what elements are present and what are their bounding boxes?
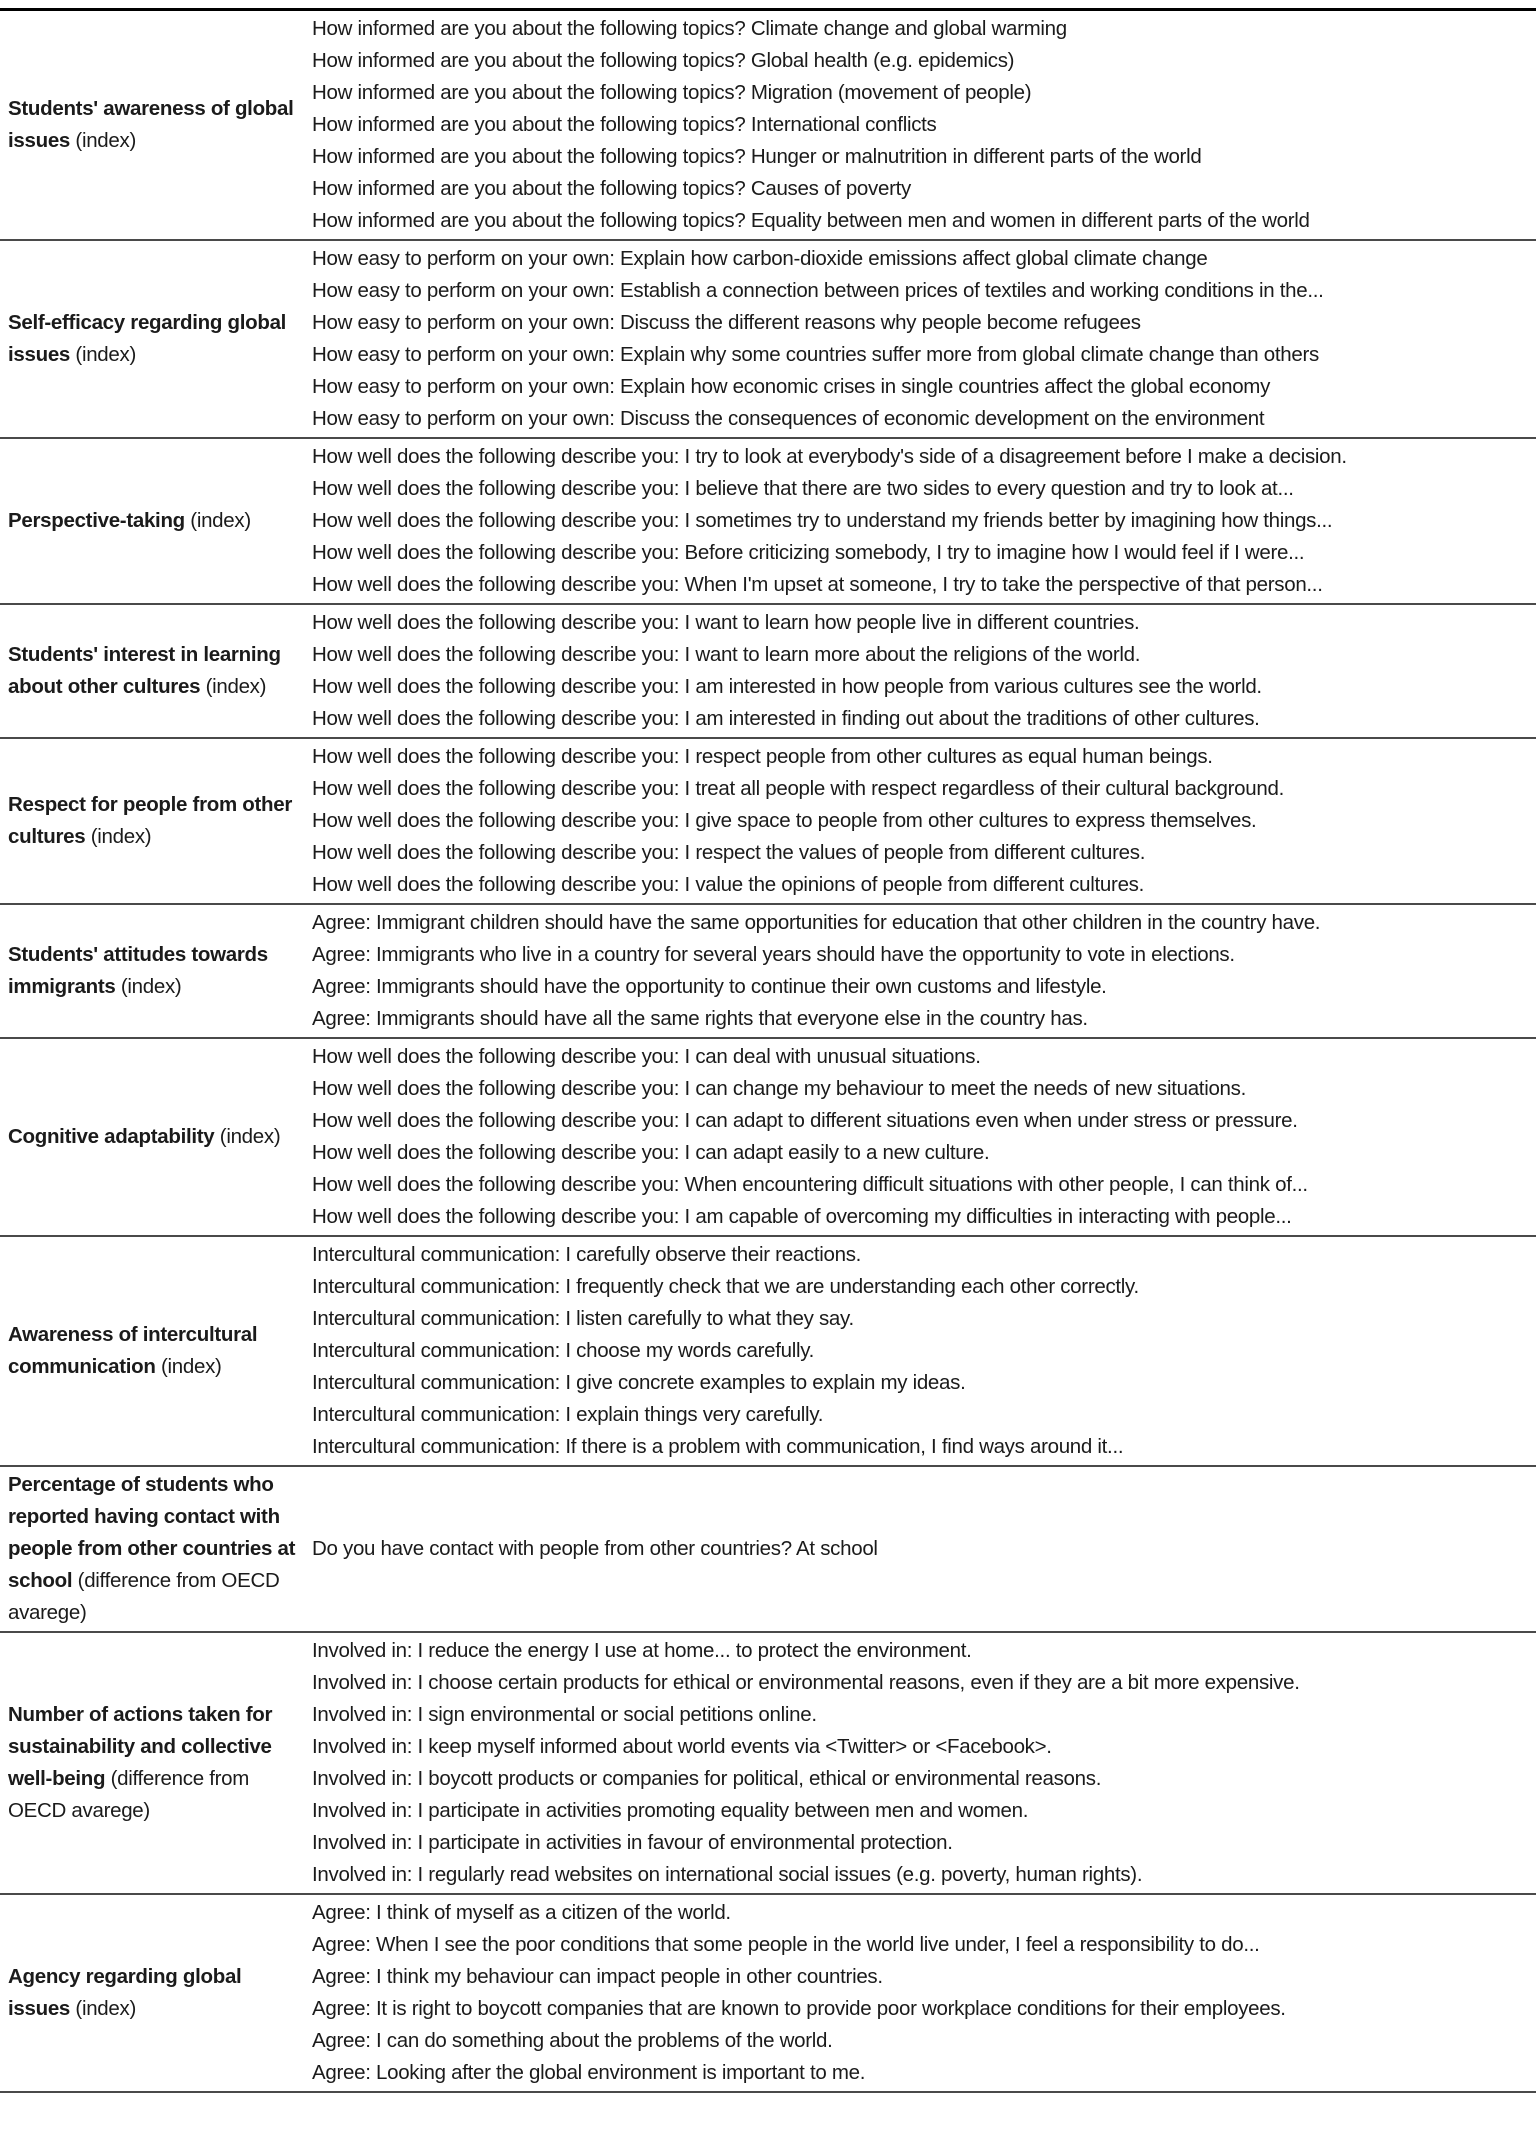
index-type-note: (index) [115, 975, 182, 998]
questionnaire-item: How informed are you about the following topics? International conflicts [312, 113, 937, 136]
index-name: Self-efficacy regarding global issues [8, 311, 287, 366]
index-name: Percentage of students who reported having contact with people from other countries at school [8, 1473, 296, 1592]
questionnaire-items-cell [312, 1633, 1536, 1893]
index-name: Agency regarding global issues [8, 1965, 242, 2020]
index-type-note: (index) [214, 1125, 281, 1148]
questionnaire-items-cell [312, 1237, 1536, 1465]
index-name: Cognitive adaptability [8, 1125, 215, 1148]
questionnaire-item: How well does the following describe you: When encountering difficult situations with other people, I can think of... [312, 1173, 1308, 1196]
questionnaire-items-cell [312, 1895, 1536, 2091]
index-items-table [0, 8, 1536, 2093]
table-row [0, 903, 1536, 1037]
questionnaire-item: How well does the following describe you: I value the opinions of people from different cultures. [312, 873, 1145, 896]
table-row [0, 11, 1536, 239]
index-label [8, 1961, 306, 2025]
questionnaire-item: Do you have contact with people from other countries? At school [312, 1537, 878, 1560]
questionnaire-item: Agree: I can do something about the problems of the world. [312, 2029, 833, 2052]
questionnaire-item: Agree: When I see the poor conditions that some people in the world live under, I feel a responsibility to do... [312, 1933, 1260, 1956]
table-row [0, 1235, 1536, 1465]
questionnaire-items-cell [312, 739, 1536, 903]
questionnaire-item: How easy to perform on your own: Discuss the consequences of economic development on the environment [312, 407, 1265, 430]
index-name: Perspective-taking [8, 509, 185, 532]
table-row [0, 239, 1536, 437]
questionnaire-item: How well does the following describe you: I sometimes try to understand my friends better by imagining how things... [312, 509, 1333, 532]
index-name: Respect for people from other cultures [8, 793, 293, 848]
table-row [0, 1631, 1536, 1893]
questionnaire-item: How informed are you about the following topics? Causes of poverty [312, 177, 911, 200]
index-type-note: (index) [70, 343, 136, 366]
index-label [8, 1699, 306, 1827]
questionnaire-item: Involved in: I boycott products or companies for political, ethical or environmental reasons. [312, 1767, 1102, 1790]
index-label [8, 1469, 306, 1629]
index-label-cell [0, 739, 312, 903]
questionnaire-items-cell [312, 439, 1536, 603]
index-type-note: (difference from OECD avarege) [8, 1767, 250, 1822]
questionnaire-item: How well does the following describe you: I give space to people from other cultures to express themselves. [312, 809, 1257, 832]
questionnaire-item: How well does the following describe you: I am interested in how people from various cultures see the world. [312, 675, 1262, 698]
questionnaire-item: Intercultural communication: I frequently check that we are understanding each other correctly. [312, 1275, 1139, 1298]
questionnaire-item: How informed are you about the following topics? Migration (movement of people) [312, 81, 1032, 104]
questionnaire-item: How well does the following describe you: I am capable of overcoming my difficulties in interacting with people... [312, 1205, 1292, 1228]
questionnaire-item: How well does the following describe you: I can change my behaviour to meet the needs of new situations. [312, 1077, 1246, 1100]
questionnaire-item: How well does the following describe you: I treat all people with respect regardless of their cultural background. [312, 777, 1284, 800]
questionnaire-item: How well does the following describe you: I can adapt easily to a new culture. [312, 1141, 990, 1164]
questionnaire-item: How well does the following describe you: I respect the values of people from different cultures. [312, 841, 1146, 864]
questionnaire-item: How well does the following describe you: I want to learn more about the religions of the world. [312, 643, 1141, 666]
questionnaire-item: Agree: It is right to boycott companies that are known to provide poor workplace conditions for their employees. [312, 1997, 1286, 2020]
questionnaire-item: Involved in: I participate in activities promoting equality between men and women. [312, 1799, 1029, 1822]
questionnaire-item: Involved in: I regularly read websites on international social issues (e.g. poverty, human rights). [312, 1863, 1143, 1886]
index-type-note: (index) [85, 825, 152, 848]
questionnaire-item: Agree: Immigrant children should have the same opportunities for education that other children in the country have. [312, 911, 1321, 934]
table-row [0, 737, 1536, 903]
index-label [8, 789, 306, 853]
questionnaire-item: How well does the following describe you: I believe that there are two sides to every question and try to look at... [312, 477, 1294, 500]
table-row [0, 1465, 1536, 1631]
questionnaire-item: Involved in: I keep myself informed about world events via <Twitter> or <Facebook>. [312, 1735, 1052, 1758]
questionnaire-item: How well does the following describe you: I can adapt to different situations even when under stress or pressure. [312, 1109, 1298, 1132]
questionnaire-item: How easy to perform on your own: Discuss the different reasons why people become refugees [312, 311, 1141, 334]
index-name: Students' interest in learning about other cultures [8, 643, 281, 698]
index-label [8, 639, 306, 703]
questionnaire-items-cell [312, 905, 1536, 1037]
questionnaire-item: How well does the following describe you: I respect people from other cultures as equal human beings. [312, 745, 1213, 768]
table-row [0, 437, 1536, 603]
index-type-note: (index) [70, 1997, 136, 2020]
questionnaire-item: Agree: Immigrants who live in a country for several years should have the opportunity to vote in elections. [312, 943, 1235, 966]
questionnaire-item: Agree: Immigrants should have all the same rights that everyone else in the country has. [312, 1007, 1088, 1030]
index-label-cell [0, 1467, 312, 1631]
questionnaire-item: Intercultural communication: I listen carefully to what they say. [312, 1307, 854, 1330]
questionnaire-item: How informed are you about the following topics? Hunger or malnutrition in different parts of the world [312, 145, 1202, 168]
index-label-cell [0, 605, 312, 737]
questionnaire-item: How well does the following describe you: I am interested in finding out about the traditions of other cultures. [312, 707, 1260, 730]
questionnaire-item: Involved in: I sign environmental or social petitions online. [312, 1703, 817, 1726]
index-label-cell [0, 1633, 312, 1893]
index-type-note: (index) [70, 129, 136, 152]
questionnaire-item: Intercultural communication: I explain things very carefully. [312, 1403, 824, 1426]
index-type-note: (difference from OECD avarege) [8, 1569, 280, 1624]
index-label-cell [0, 241, 312, 437]
index-type-note: (index) [155, 1355, 222, 1378]
questionnaire-item: How well does the following describe you: I try to look at everybody's side of a disagreement before I make a decision. [312, 445, 1347, 468]
questionnaire-item: Agree: I think my behaviour can impact people in other countries. [312, 1965, 883, 1988]
table-row [0, 603, 1536, 737]
questionnaire-item: Involved in: I choose certain products for ethical or environmental reasons, even if they are a bit more expensive. [312, 1671, 1300, 1694]
questionnaire-item: How well does the following describe you: I can deal with unusual situations. [312, 1045, 981, 1068]
questionnaire-item: How well does the following describe you: When I'm upset at someone, I try to take the perspective of that person... [312, 573, 1323, 596]
questionnaire-item: Agree: Immigrants should have the opportunity to continue their own customs and lifestyle. [312, 975, 1107, 998]
index-label-cell [0, 1895, 312, 2091]
questionnaire-item: How informed are you about the following topics? Climate change and global warming [312, 17, 1067, 40]
index-name: Number of actions taken for sustainability and collective well-being [8, 1703, 273, 1790]
questionnaire-items-cell [312, 605, 1536, 737]
questionnaire-items-cell [312, 1467, 1536, 1631]
questionnaire-item: How informed are you about the following topics? Equality between men and women in different parts of the world [312, 209, 1310, 232]
questionnaire-item: Intercultural communication: I carefully observe their reactions. [312, 1243, 862, 1266]
table-row [0, 1893, 1536, 2091]
index-type-note: (index) [184, 509, 251, 532]
questionnaire-items-cell [312, 241, 1536, 437]
index-name: Awareness of intercultural communication [8, 1323, 258, 1378]
questionnaire-item: Involved in: I reduce the energy I use at home... to protect the environment. [312, 1639, 972, 1662]
questionnaire-items-cell [312, 11, 1536, 239]
questionnaire-item: How informed are you about the following topics? Global health (e.g. epidemics) [312, 49, 1015, 72]
questionnaire-item: How well does the following describe you: I want to learn how people live in different countries. [312, 611, 1140, 634]
index-type-note: (index) [200, 675, 267, 698]
index-label [8, 1319, 306, 1383]
questionnaire-item: How easy to perform on your own: Explain how economic crises in single countries affect the global economy [312, 375, 1271, 398]
index-label [8, 939, 306, 1003]
questionnaire-item: How easy to perform on your own: Establish a connection between prices of textiles and working conditions in the... [312, 279, 1324, 302]
index-label-cell [0, 11, 312, 239]
questionnaire-items-cell [312, 1039, 1536, 1235]
index-name: Students' awareness of global issues [8, 97, 294, 152]
questionnaire-item: How well does the following describe you: Before criticizing somebody, I try to imagine how I would feel if I were... [312, 541, 1305, 564]
index-label [8, 93, 306, 157]
index-label-cell [0, 1237, 312, 1465]
index-label-cell [0, 905, 312, 1037]
questionnaire-item: Agree: I think of myself as a citizen of the world. [312, 1901, 731, 1924]
table-row [0, 1037, 1536, 1235]
index-label [8, 1121, 280, 1153]
questionnaire-item: Intercultural communication: I choose my words carefully. [312, 1339, 815, 1362]
index-label [8, 505, 251, 537]
questionnaire-item: Intercultural communication: I give concrete examples to explain my ideas. [312, 1371, 966, 1394]
index-label-cell [0, 1039, 312, 1235]
questionnaire-item: Agree: Looking after the global environment is important to me. [312, 2061, 866, 2084]
index-name: Students' attitudes towards immigrants [8, 943, 268, 998]
questionnaire-item: How easy to perform on your own: Explain how carbon-dioxide emissions affect global climate change [312, 247, 1208, 270]
index-label-cell [0, 439, 312, 603]
questionnaire-item: Involved in: I participate in activities in favour of environmental protection. [312, 1831, 953, 1854]
questionnaire-item: Intercultural communication: If there is a problem with communication, I find ways around it... [312, 1435, 1124, 1458]
index-label [8, 307, 306, 371]
questionnaire-item: How easy to perform on your own: Explain why some countries suffer more from global climate change than others [312, 343, 1319, 366]
